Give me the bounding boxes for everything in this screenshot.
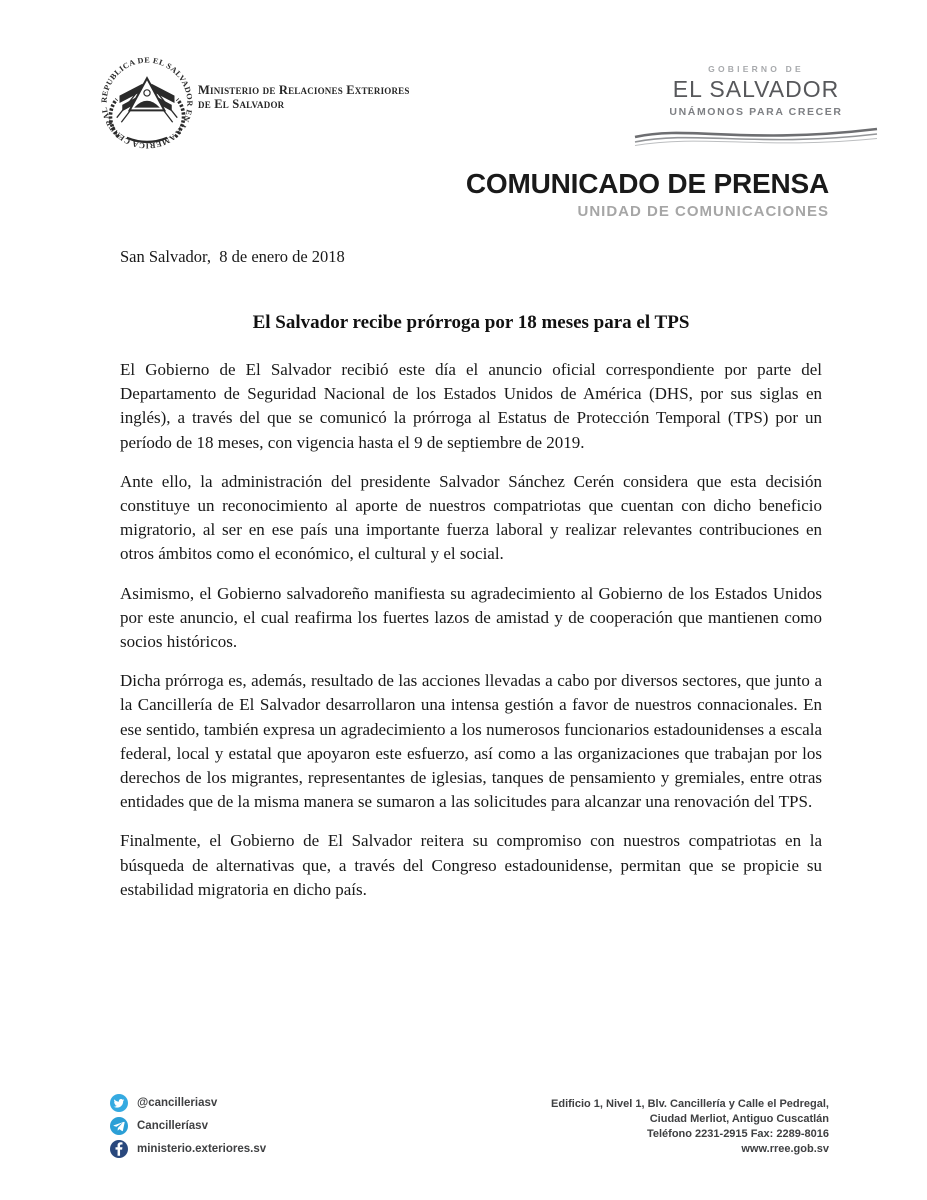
address-line-1: Edificio 1, Nivel 1, Blv. Cancillería y Calle el Pedregal, [551,1098,829,1110]
social-links [110,1094,266,1163]
facebook-icon [110,1140,128,1158]
paragraph-4: Dicha prórroga es, además, resultado de las acciones llevadas a cabo por diversos sectores, que junto a la Cancillería de El Salvador desarrollaron una intensa gestión a favor de nuestros connacionales. En ese sentido, también expresa un agradecimiento a los numerosos funcionarios estadounidenses a escala federal, local y estatal que apoyaron este esfuerzo, así como a las organizaciones que trabajan por los derechos de los migrantes, representantes de iglesias, tanques de pensamiento y gremiales, entre otras entidades que de la misma manera se sumaron a las solicitudes para alcanzar una renovación del TPS. [120,671,822,812]
government-logo-slogan: UNÁMONOS PARA CRECER [669,106,843,118]
telegram-handle: Cancilleríasv [137,1120,208,1132]
document-body [120,240,822,902]
ministry-name-line2: de El Salvador [198,97,285,111]
social-row-twitter [110,1094,266,1112]
government-logo-name: EL SALVADOR [672,76,840,102]
paragraph-3: Asimismo, el Gobierno salvadoreño manifiesta su agradecimiento al Gobierno de los Estados Unidos por este anuncio, el cual reafirma los fuertes lazos de amistad y de cooperación que mantienen como socios históricos. [120,583,822,652]
paragraph-2: Ante ello, la administración del presidente Salvador Sánchez Cerén considera que esta decisión constituye un reconocimiento al aporte de nuestros compatriotas que cuentan con dicho beneficio migratorio, al ser en ese país una importante fuerza laboral y realizar relevantes contribuciones en otros ámbitos como el económico, el cultural y el social. [120,471,822,564]
social-row-facebook [110,1140,266,1158]
ministry-name-line1: Ministerio de Relaciones Exteriores [198,83,410,97]
seal-ring-text: REPUBLICA DE EL SALVADOR EN LA AMERICA CENTRAL [99,55,195,151]
masthead-subtitle: UNIDAD DE COMUNICACIONES [577,203,829,220]
website-url: www.rree.gob.sv [741,1143,829,1155]
telegram-icon [110,1117,128,1135]
dateline: San Salvador, 8 de enero de 2018 [120,247,345,266]
headline: El Salvador recibe prórroga por 18 meses para el TPS [252,312,690,333]
wave-swoosh-graphic [633,124,879,148]
masthead-title: COMUNICADO DE PRENSA [465,168,829,199]
national-seal-el-salvador [90,48,204,158]
social-row-telegram [110,1117,266,1135]
masthead [466,168,829,220]
paragraph-1: El Gobierno de El Salvador recibió este día el anuncio oficial correspondiente por parte del Departamento de Seguridad Nacional de los Estados Unidos de América (DHS, por sus siglas en inglés), a través del que se comunicó la prórroga al Estatus de Protección Temporal (TPS) por un período de 18 meses, con vigencia hasta el 9 de septiembre de 2019. [120,360,822,452]
government-logo [633,64,879,148]
paragraph-5: Finalmente, el Gobierno de El Salvador reitera su compromiso con nuestros compatriotas en la búsqueda de alternativas que, a través del Congreso estadounidense, permitan que se propicie su estabilidad migratoria en dicho país. [120,831,822,899]
twitter-icon [110,1094,128,1112]
address-line-3: Teléfono 2231-2915 Fax: 2289-8016 [646,1128,829,1140]
contact-address [551,1097,829,1157]
address-line-2: Ciudad Merliot, Antiguo Cuscatlán [649,1113,829,1125]
government-logo-top: GOBIERNO DE [708,64,804,74]
facebook-handle: ministerio.exteriores.sv [137,1143,267,1155]
twitter-handle: @cancilleriasv [137,1097,218,1109]
ministry-name [198,83,410,111]
